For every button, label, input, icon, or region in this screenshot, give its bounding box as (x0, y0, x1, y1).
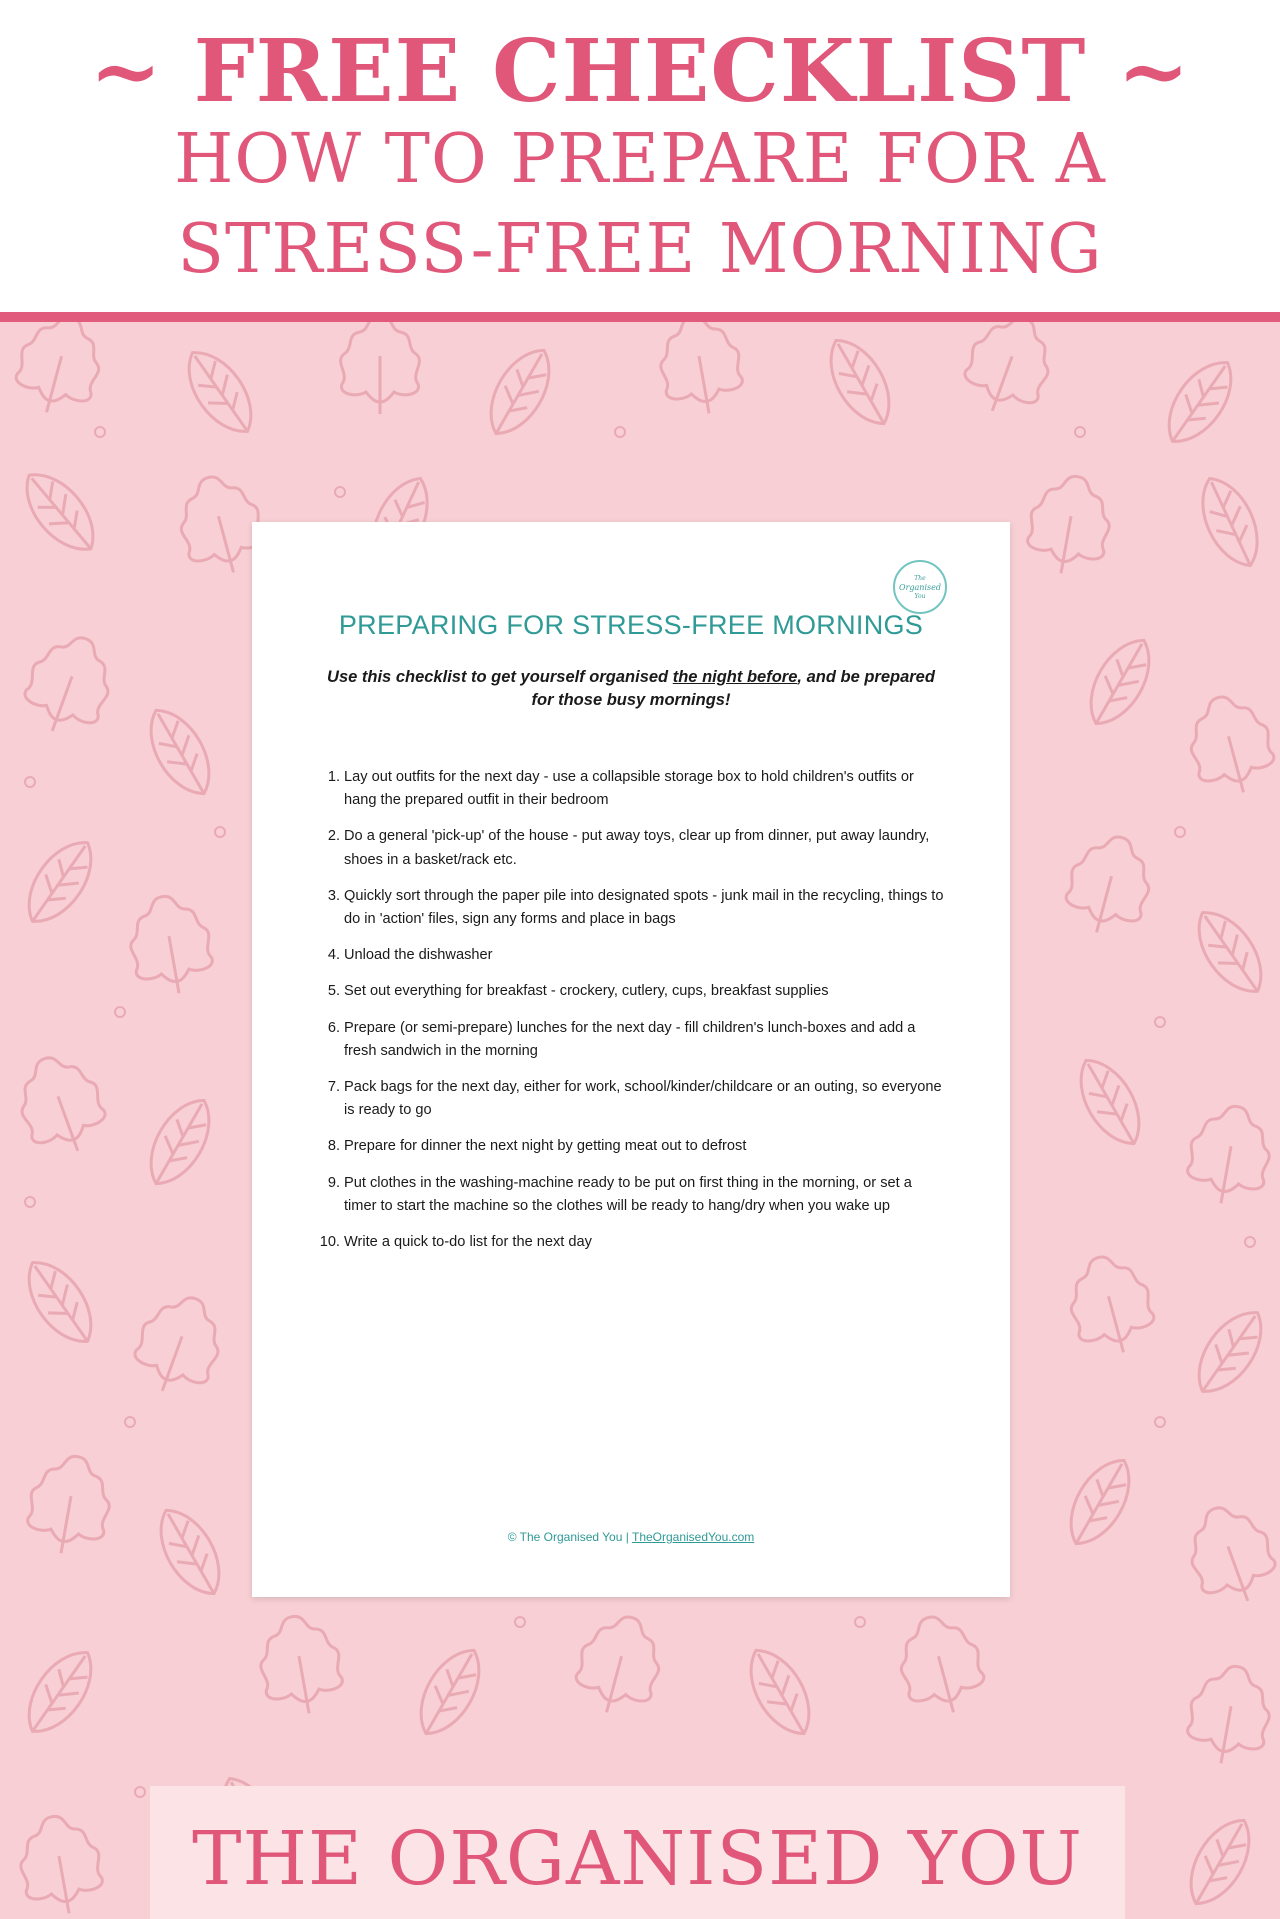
brand-banner (150, 1786, 1125, 1919)
checklist (306, 766, 946, 1254)
brand-logo-icon: The Organised You (893, 560, 947, 614)
brand-name: THE ORGANISED YOU (192, 1816, 1083, 1902)
list-item: 9. Put clothes in the washing-machine ready to be put on first thing in the morning, or set a timer to start the machine so the clothes will be ready to hang/dry when you wake up (327, 1174, 912, 1214)
header-divider (0, 312, 1280, 322)
list-item: 2. Do a general 'pick-up' of the house - put away toys, clear up from dinner, put away laundry, shoes in a basket/rack etc. (327, 828, 930, 868)
subtitle-line-1: HOW TO PREPARE FOR A (174, 120, 1106, 199)
checklist-sheet (252, 522, 1010, 1597)
sheet-footer: © The Organised You | TheOrganisedYou.com (507, 1530, 755, 1544)
sheet-title: PREPARING FOR STRESS-FREE MORNINGS (338, 610, 924, 640)
list-item: 10. Write a quick to-do list for the next day (319, 1234, 592, 1251)
subtitle-line-2: STRESS-FREE MORNING (177, 210, 1103, 289)
list-item: 1. Lay out outfits for the next day - use a collapsible storage box to hold children's outfits or hang the prepared outfit in their bedroom (327, 769, 914, 809)
list-item: 6. Prepare (or semi-prepare) lunches for the next day - fill children's lunch-boxes and add a fresh sandwich in the morning (327, 1019, 916, 1059)
list-item: 7. Pack bags for the next day, either for work, school/kinder/childcare or an outing, so everyone is ready to go (327, 1079, 942, 1119)
website-link[interactable]: TheOrganisedYou.com (631, 1530, 755, 1544)
list-item: 3. Quickly sort through the paper pile into designated spots - junk mail in the recycling, things to do in 'action' files, sign any forms and place in bags (327, 887, 944, 928)
header (0, 0, 1280, 312)
list-item: 8. Prepare for dinner the next night by getting meat out to defrost (327, 1138, 747, 1155)
checklist-banner-title: ~ FREE CHECKLIST ~ (89, 21, 1191, 122)
list-item: 5. Set out everything for breakfast - crockery, cutlery, cups, breakfast supplies (327, 983, 829, 1000)
sheet-intro: Use this checklist to get yourself organised the night before, and be prepared for those busy mornings! (327, 668, 935, 709)
list-item: 4. Unload the dishwasher (327, 947, 493, 964)
